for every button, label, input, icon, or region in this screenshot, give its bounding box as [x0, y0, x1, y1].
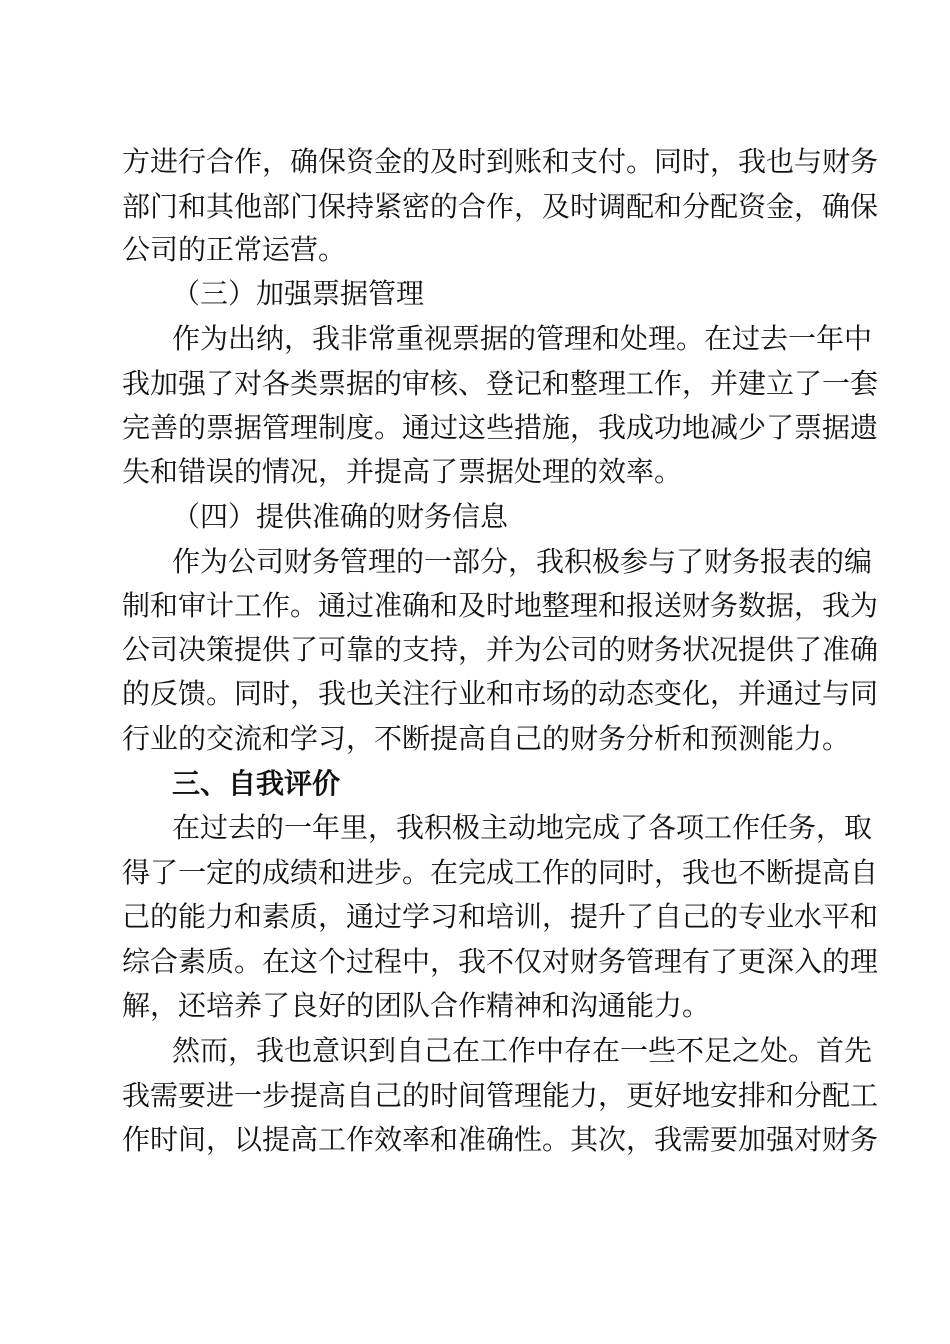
text-line: 行业的交流和学习，不断提高自己的财务分析和预测能力。	[122, 722, 851, 755]
text-line: 得了一定的成绩和进步。在完成工作的同时，我也不断提高自	[122, 856, 879, 889]
text-line: 解，还培养了良好的团队合作精神和沟通能力。	[122, 989, 711, 1022]
text-line: 我加强了对各类票据的审核、登记和整理工作，并建立了一套	[122, 367, 879, 400]
text-line: 我需要进一步提高自己的时间管理能力，更好地安排和分配工	[122, 1079, 879, 1112]
text-line: 方进行合作，确保资金的及时到账和支付。同时，我也与财务	[122, 145, 879, 178]
text-line: 完善的票据管理制度。通过这些措施，我成功地减少了票据遗	[122, 411, 879, 444]
text-line: 作为公司财务管理的一部分，我积极参与了财务报表的编	[172, 545, 873, 578]
section-heading-self-evaluation: 三、自我评价	[172, 767, 341, 800]
text-line: 作时间，以提高工作效率和准确性。其次，我需要加强对财务	[122, 1123, 879, 1156]
text-line: 综合素质。在这个过程中，我不仅对财务管理有了更深入的理	[122, 945, 879, 978]
section-heading-3: （三）加强票据管理	[172, 277, 425, 310]
text-line: 的反馈。同时，我也关注行业和市场的动态变化，并通过与同	[122, 677, 879, 710]
text-line: 部门和其他部门保持紧密的合作，及时调配和分配资金，确保	[122, 190, 879, 223]
text-line: 公司的正常运营。	[122, 233, 347, 266]
text-line: 作为出纳，我非常重视票据的管理和处理。在过去一年中	[172, 322, 873, 355]
section-heading-4: （四）提供准确的财务信息	[172, 500, 509, 533]
text-line: 然而，我也意识到自己在工作中存在一些不足之处。首先	[172, 1034, 873, 1067]
text-line: 失和错误的情况，并提高了票据处理的效率。	[122, 455, 683, 488]
text-line: 制和审计工作。通过准确和及时地整理和报送财务数据，我为	[122, 589, 879, 622]
text-line: 己的能力和素质，通过学习和培训，提升了自己的专业水平和	[122, 900, 879, 933]
text-line: 在过去的一年里，我积极主动地完成了各项工作任务，取	[172, 811, 873, 844]
text-line: 公司决策提供了可靠的支持，并为公司的财务状况提供了准确	[122, 633, 879, 666]
